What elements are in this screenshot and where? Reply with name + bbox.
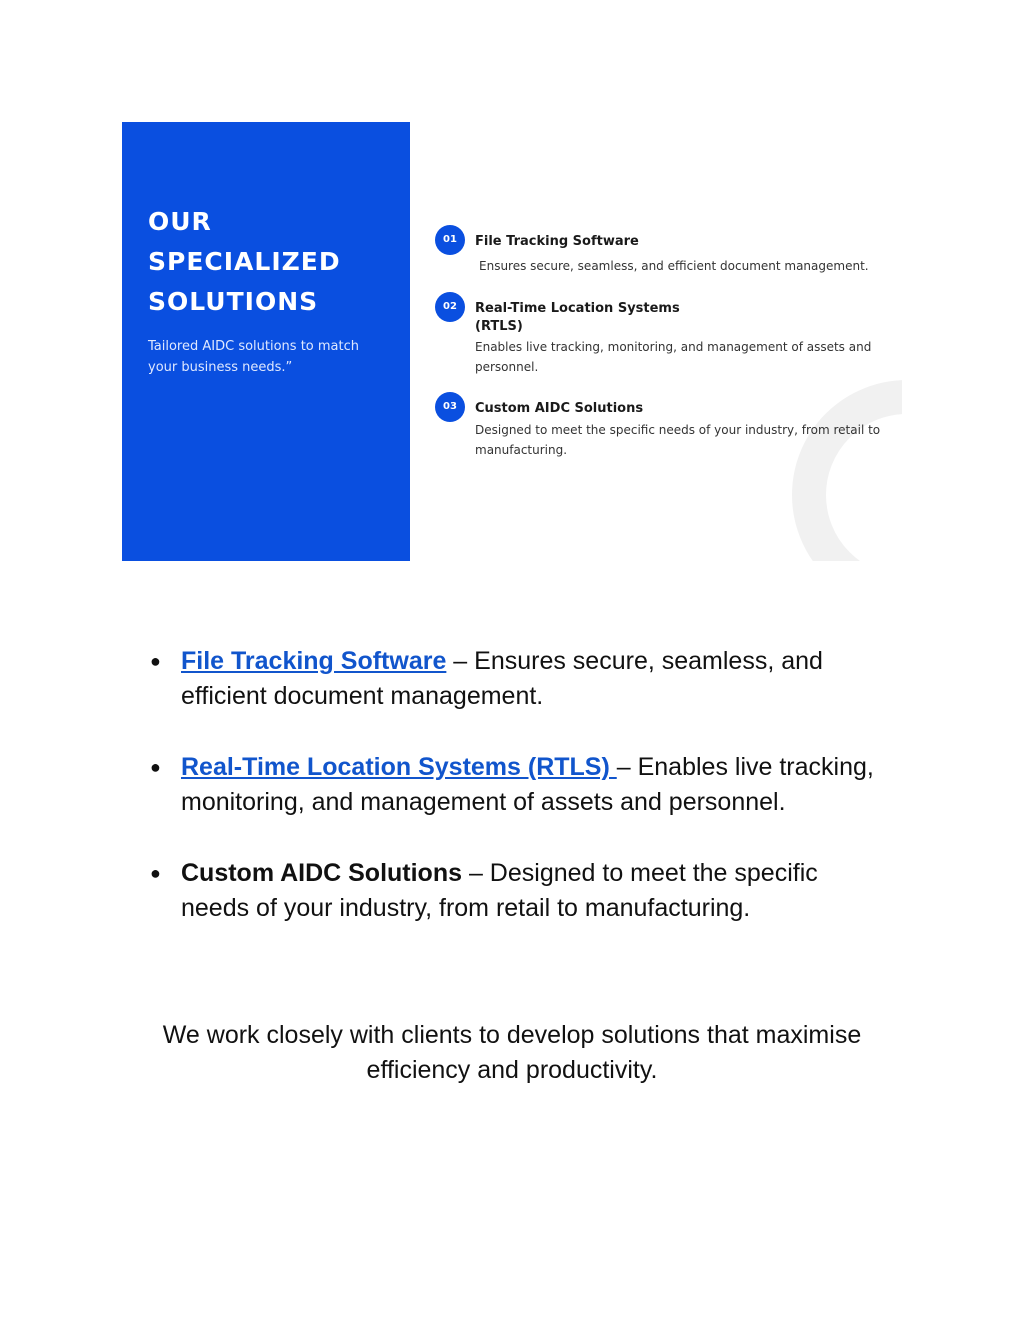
list-item	[138, 750, 878, 820]
solutions-banner	[122, 122, 902, 561]
list-item-bold-title: Custom AIDC Solutions	[181, 859, 463, 887]
solution-description: Designed to meet the specific needs of your industry, from retail to manufacturing.	[475, 423, 881, 457]
solution-title: File Tracking Software	[475, 234, 639, 249]
solution-description: Ensures secure, seamless, and efficient document management.	[479, 259, 869, 273]
solutions-list	[138, 644, 878, 962]
bullet-icon: ●	[150, 651, 161, 671]
rtls-link[interactable]: Real-Time Location Systems (RTLS)	[181, 753, 617, 781]
list-item-text: – Ensures secure, seamless, and efficient document management.	[181, 647, 823, 710]
banner-blue-panel	[122, 122, 410, 561]
banner-heading-line: SPECIALIZED	[148, 247, 341, 276]
banner-heading-line: OUR	[148, 207, 212, 236]
solution-number-badge: 03	[435, 392, 465, 422]
bullet-icon: ●	[150, 863, 161, 883]
file-tracking-software-link[interactable]: File Tracking Software	[181, 647, 447, 675]
solution-title: Real-Time Location Systems (RTLS)	[475, 301, 680, 334]
solution-description: Enables live tracking, monitoring, and management of assets and personnel.	[475, 340, 872, 374]
banner-heading	[148, 202, 341, 322]
bullet-icon: ●	[150, 757, 161, 777]
list-item-text: – Designed to meet the specific needs of your industry, from retail to manufacturing.	[181, 859, 818, 922]
banner-heading-line: SOLUTIONS	[148, 287, 319, 316]
list-item	[138, 856, 878, 926]
list-item	[138, 644, 878, 714]
decorative-arc	[792, 380, 902, 561]
banner-tagline: Tailored AIDC solutions to match your business needs.”	[148, 339, 360, 375]
solution-title: Custom AIDC Solutions	[475, 401, 644, 416]
list-item-text: – Enables live tracking, monitoring, and management of assets and personnel.	[181, 753, 874, 816]
solution-number-badge: 01	[435, 225, 465, 255]
solution-number-badge: 02	[435, 292, 465, 322]
closing-paragraph: We work closely with clients to develop solutions that maximise efficiency and productivity.	[162, 1021, 862, 1084]
